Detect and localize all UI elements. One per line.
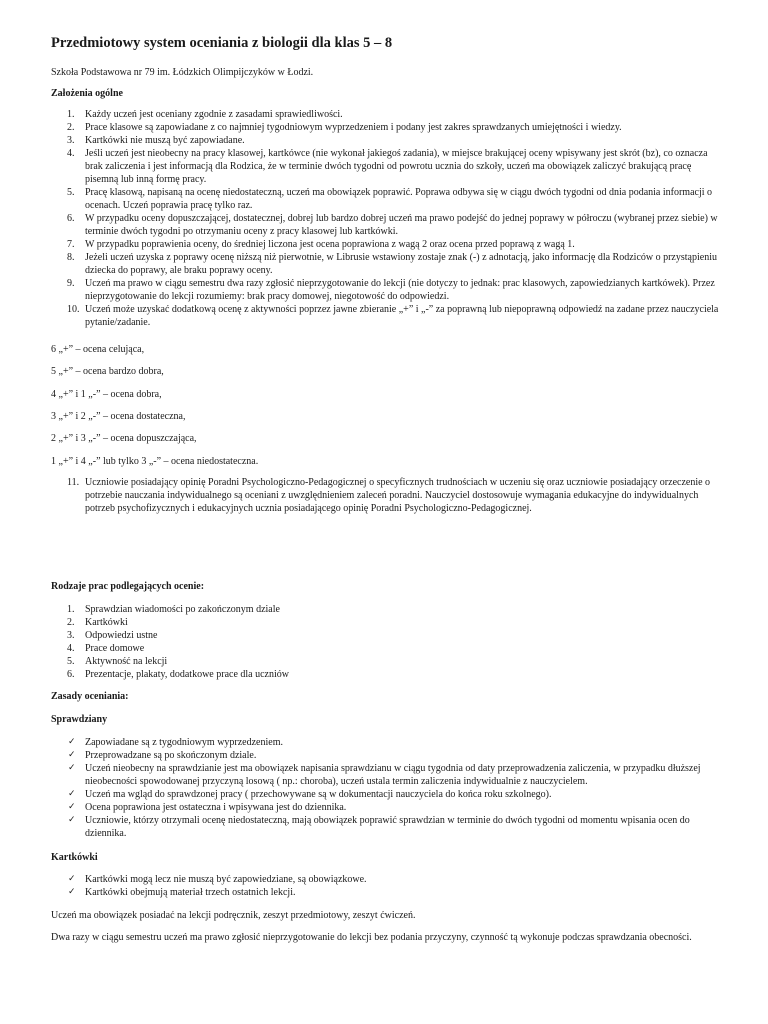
- grade-scale-line: 5 „+” – ocena bardzo dobra,: [51, 366, 164, 377]
- item-text: Jeżeli uczeń uzyska z poprawy ocenę niższą niż pierwotnie, w Librusie wstawiony zostaje znak (-) z adnotacją, jako informację dla Rodziców o przystąpieniu dziecka do poprawy, ale braku poprawy oceny.: [85, 252, 717, 276]
- list-item: [51, 873, 723, 886]
- general-list: [51, 108, 723, 329]
- list-item: [51, 655, 723, 668]
- item-text: Jeśli uczeń jest nieobecny na pracy klasowej, kartkówce (nie wykonał jakiegoś zadania), w miejsce brakującej oceny wpisywany jest skrót (bz), co oznacza brak zaliczenia i jest informacją dla Rodzica, że w terminie dwóch tygodni od powrotu ucznia do szkoły, uczeń ma obowiązek zaliczyć brakującą pracę pisemną lub inną formę pracy.: [85, 148, 708, 185]
- list-item: [51, 668, 723, 681]
- item-number: 11.: [67, 477, 80, 488]
- quizzes-heading: Kartkówki: [51, 852, 98, 863]
- item-text: Uczeń może uzyskać dodatkową ocenę z aktywności poprzez jawne zbieranie „+” i „-” za poprawną lub niepoprawną odpowiedź na zadane przez nauczyciela pytanie/zadanie.: [85, 304, 719, 328]
- item-text: Uczeń nieobecny na sprawdzianie jest ma obowiązek napisania sprawdzianu w ciągu tygodnia od daty przeprowadzenia zaliczenia, w przypadku dłuższej nieobecności spowodowanej przyczyną losową ( np.: choroba), uczeń ustala termin zaliczenia indywidualnie z nauczycielem.: [85, 763, 701, 787]
- check-mark-icon: ✓: [68, 802, 76, 812]
- item-number: 10.: [67, 304, 80, 315]
- item-text: Kartkówki mogą lecz nie muszą być zapowiedziane, są obowiązkowe.: [85, 874, 367, 885]
- item-text: Uczniowie posiadający opinię Poradni Psychologiczno-Pedagogicznej o specyficznych trudnościach w uczeniu się oraz uczniowie posiadający orzeczenie o potrzebie nauczania indywidualnego są oceniani z uwzględnieniem zaleceń poradni. Nauczyciel dostosowuje wymagania edukacyjne do indywidualnych potrzeb psychofizycznych i edukacyjnych ucznia posiadającego opinię Poradni Psychologiczno-Pedagogicznej.: [85, 477, 711, 514]
- item-text: Uczeń ma wgląd do sprawdzonej pracy ( przechowywane są w dokumentacji nauczyciela do końca roku szkolnego).: [85, 789, 552, 800]
- list-item: [51, 749, 723, 762]
- quizzes-list: [51, 873, 723, 899]
- list-item: [51, 186, 723, 212]
- item-text: Aktywność na lekcji: [85, 656, 168, 667]
- work-types-heading: Rodzaje prac podlegających ocenie:: [51, 581, 205, 592]
- list-item: [51, 303, 723, 329]
- item-text: W przypadku oceny dopuszczającej, dostatecznej, dobrej lub bardzo dobrej uczeń ma prawo podejść do jednej poprawy w półroczu (wybranej przez siebie) w terminie dwóch tygodni po otrzymaniu oceny z pracy klasowej lub kartkówki.: [85, 213, 718, 237]
- list-item: [51, 238, 723, 251]
- check-mark-icon: ✓: [68, 789, 76, 799]
- item-text: Każdy uczeń jest oceniany zgodnie z zasadami sprawiedliwości.: [85, 109, 343, 120]
- tests-heading: Sprawdziany: [51, 714, 108, 725]
- list-item: [51, 616, 723, 629]
- list-item: [51, 212, 723, 238]
- item-number: 3.: [67, 630, 75, 641]
- grade-scale-line: 1 „+” i 4 „-” lub tylko 3 „-” – ocena niedostateczna.: [51, 456, 259, 467]
- item-number: 2.: [67, 617, 75, 628]
- item-number: 6.: [67, 213, 75, 224]
- item-number: 6.: [67, 669, 75, 680]
- item-text: Uczniowie, którzy otrzymali ocenę niedostateczną, mają obowiązek poprawić sprawdzian w terminie do dwóch tygodni od momentu wpisania ocen do dziennika.: [85, 815, 690, 839]
- item-text: Kartkówki obejmują materiał trzech ostatnich lekcji.: [85, 887, 296, 898]
- list-item: [51, 277, 723, 303]
- list-item: [51, 762, 723, 788]
- general-heading: Założenia ogólne: [51, 88, 123, 99]
- special-needs-list: [51, 476, 723, 515]
- list-item: [51, 476, 723, 515]
- item-text: Prace domowe: [85, 643, 145, 654]
- item-number: 5.: [67, 656, 75, 667]
- work-types-list: [51, 603, 723, 681]
- rules-heading: Zasady oceniania:: [51, 691, 129, 702]
- check-mark-icon: ✓: [68, 887, 76, 897]
- item-number: 8.: [67, 252, 75, 263]
- list-item: [51, 108, 723, 121]
- list-item: [51, 147, 723, 186]
- item-text: Sprawdzian wiadomości po zakończonym dziale: [85, 604, 280, 615]
- grade-scale-line: 4 „+” i 1 „-” – ocena dobra,: [51, 389, 162, 400]
- item-text: Kartkówki: [85, 617, 128, 628]
- list-item: [51, 642, 723, 655]
- list-item: [51, 814, 723, 840]
- item-text: Prezentacje, plakaty, dodatkowe prace dla uczniów: [85, 669, 289, 680]
- list-item: [51, 801, 723, 814]
- item-text: Pracę klasową, napisaną na ocenę niedostateczną, uczeń ma obowiązek poprawić. Poprawa odbywa się w ciągu dwóch tygodni od dnia podania informacji o ocenach. Uczeń poprawia pracę tylko raz.: [85, 187, 713, 211]
- list-item: [51, 886, 723, 899]
- unpreparedness-paragraph: Dwa razy w ciągu semestru uczeń ma prawo zgłosić nieprzygotowanie do lekcji bez podania przyczyny, czynność tą wykonuje podczas sprawdzania obecności.: [51, 932, 692, 943]
- item-number: 2.: [67, 122, 75, 133]
- grade-scale-line: 6 „+” – ocena celująca,: [51, 344, 145, 355]
- item-text: Przeprowadzane są po skończonym dziale.: [85, 750, 257, 761]
- item-number: 9.: [67, 278, 75, 289]
- list-item: [51, 736, 723, 749]
- item-text: Kartkówki nie muszą być zapowiadane.: [85, 135, 245, 146]
- grade-scale-line: 3 „+” i 2 „-” – ocena dostateczna,: [51, 411, 186, 422]
- item-text: Prace klasowe są zapowiadane z co najmniej tygodniowym wyprzedzeniem i podany jest zakres sprawdzanych umiejętności i wiedzy.: [85, 122, 622, 133]
- school-name: Szkoła Podstawowa nr 79 im. Łódzkich Olimpijczyków w Łodzi.: [51, 67, 314, 78]
- list-item: [51, 251, 723, 277]
- item-number: 1.: [67, 604, 75, 615]
- item-number: 5.: [67, 187, 75, 198]
- grade-scale-line: 2 „+” i 3 „-” – ocena dopuszczająca,: [51, 433, 197, 444]
- item-number: 4.: [67, 148, 75, 159]
- item-text: Odpowiedzi ustne: [85, 630, 158, 641]
- check-mark-icon: ✓: [68, 750, 76, 760]
- tests-list: [51, 736, 723, 840]
- item-number: 1.: [67, 109, 75, 120]
- check-mark-icon: ✓: [68, 874, 76, 884]
- item-text: Ocena poprawiona jest ostateczna i wpisywana jest do dziennika.: [85, 802, 347, 813]
- list-item: [51, 121, 723, 134]
- list-item: [51, 629, 723, 642]
- check-mark-icon: ✓: [68, 763, 76, 773]
- item-number: 7.: [67, 239, 75, 250]
- list-item: [51, 603, 723, 616]
- requirements-paragraph: Uczeń ma obowiązek posiadać na lekcji podręcznik, zeszyt przedmiotowy, zeszyt ćwiczeń.: [51, 910, 416, 921]
- item-text: W przypadku poprawienia oceny, do średniej liczona jest ocena poprawiona z wagą 2 oraz ocena przed poprawą z wagą 1.: [85, 239, 575, 250]
- item-number: 3.: [67, 135, 75, 146]
- item-text: Zapowiadane są z tygodniowym wyprzedzeniem.: [85, 737, 283, 748]
- item-text: Uczeń ma prawo w ciągu semestru dwa razy zgłosić nieprzygotowanie do lekcji (nie dotyczy to jednak: prac klasowych, zapowiedzianych kartkówek). Przez nieprzygotowanie do lekcji rozumiemy: brak pracy domowej, niegotowość do odpowiedzi.: [85, 278, 715, 302]
- document-title: Przedmiotowy system oceniania z biologii dla klas 5 – 8: [51, 35, 393, 51]
- check-mark-icon: ✓: [68, 737, 76, 747]
- list-item: [51, 788, 723, 801]
- item-number: 4.: [67, 643, 75, 654]
- check-mark-icon: ✓: [68, 815, 76, 825]
- list-item: [51, 134, 723, 147]
